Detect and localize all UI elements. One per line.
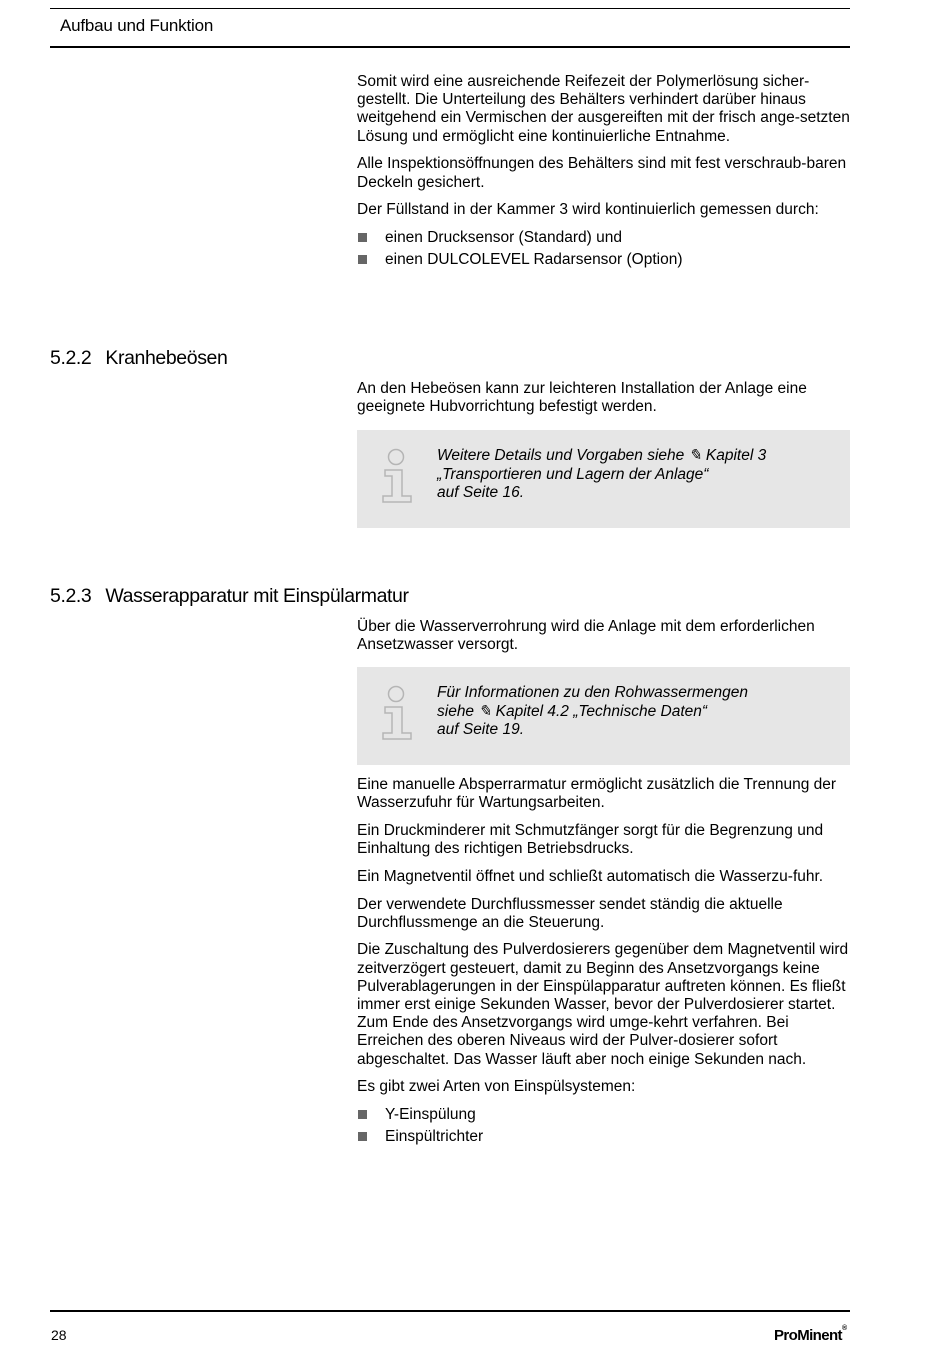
- intro-paragraph: Alle Inspektionsöffnungen des Behälters sind mit fest verschraub-baren Deckeln gesichert.: [357, 155, 847, 191]
- section-title: Kranhebeösen: [105, 347, 228, 369]
- info-note-box: [357, 430, 850, 528]
- section-paragraph: Ein Druckminderer mit Schmutzfänger sorgt für die Begrenzung und Einhaltung des richtigen Betriebsdrucks.: [357, 821, 824, 858]
- bullet-square-icon: [358, 255, 367, 264]
- info-note-box: [357, 667, 850, 765]
- section-heading-5-2-2: [50, 347, 227, 370]
- note-line: Für Informationen zu den Rohwassermengen: [437, 684, 749, 701]
- list-item: einen DULCOLEVEL Radarsensor (Option): [357, 251, 850, 269]
- section-paragraph: Eine manuelle Absperrarmatur ermöglicht zusätzlich die Trennung der Wasserzufuhr für Wartungsarbeiten.: [357, 776, 837, 812]
- note-text: [437, 684, 837, 740]
- section-heading-5-2-3: [50, 585, 409, 608]
- intro-paragraph: Somit wird eine ausreichende Reifezeit der Polymerlösung sicher-gestellt. Die Unterteilung des Behälters verhindert darüber hinaus weitgehend ein Vermischen der ausgereiften mit der frisch ange-setzten Lösung und ermöglicht eine kontinuierliche Entnahme.: [357, 73, 850, 145]
- chapter-link[interactable]: Weitere Details und Vorgaben siehe ✎ Kapitel 3: [437, 447, 767, 464]
- list-item: Einspültrichter: [357, 1128, 850, 1146]
- einspuel-bullet-list: [357, 1106, 850, 1146]
- brand-logo: ProMinent®: [774, 1325, 847, 1344]
- header-bottom-rule: [50, 46, 850, 48]
- section-paragraph: An den Hebeösen kann zur leichteren Installation der Anlage eine geeignete Hubvorrichtung befestigt werden.: [357, 380, 807, 416]
- list-item: Y-Einspülung: [357, 1106, 850, 1124]
- chapter-link[interactable]: siehe ✎ Kapitel 4.2 „Technische Daten“: [437, 702, 708, 720]
- section-paragraph: Über die Wasserverrohrung wird die Anlage mit dem erforderlichen Ansetzwasser versorgt.: [357, 618, 815, 654]
- page-reference: auf Seite 16.: [437, 484, 525, 501]
- section-5-2-2-body: [357, 380, 850, 426]
- bullet-square-icon: [358, 1132, 367, 1141]
- section-paragraph: Die Zuschaltung des Pulverdosierers gegenüber dem Magnetventil wird zeitverzögert gesteuert, damit zu Beginn des Ansetzvorgangs keine Pulverablagerungen in der Einspülapparatur auftreten können. Es fließt immer erst einige Sekunden Wasser, bevor der Pulverdosierer startet. Zum Ende des Ansetzvorgangs wird umge-kehrt verfahren. Bei Erreichen des oberen Niveaus wird der Pulver-dosierer sofort abgeschaltet. Das Wasser läuft aber noch einige Sekunden nach.: [357, 941, 849, 1068]
- header-top-rule: [50, 8, 850, 9]
- page-reference: auf Seite 19.: [437, 721, 525, 738]
- section-5-2-3-body: [357, 776, 850, 1150]
- footer-rule: [50, 1310, 850, 1312]
- section-paragraph: Der verwendete Durchflussmesser sendet ständig die aktuelle Durchflussmenge an die Steuerung.: [357, 895, 783, 931]
- section-number: 5.2.3: [50, 585, 92, 607]
- section-number: 5.2.2: [50, 347, 92, 369]
- intro-bullet-list: [357, 229, 850, 269]
- page-number: 28: [51, 1327, 67, 1343]
- section-paragraph: Es gibt zwei Arten von Einspülsystemen:: [357, 1078, 636, 1096]
- section-paragraph: Ein Magnetventil öffnet und schließt automatisch die Wasserzu-fuhr.: [357, 867, 824, 885]
- bullet-square-icon: [358, 233, 367, 242]
- info-icon: [381, 448, 415, 504]
- note-text: [437, 447, 837, 503]
- list-item: einen Drucksensor (Standard) und: [357, 229, 850, 247]
- chapter-link[interactable]: „Transportieren und Lagern der Anlage“: [437, 465, 709, 483]
- intro-block: [357, 73, 850, 273]
- bullet-square-icon: [358, 1110, 367, 1119]
- intro-paragraph: Der Füllstand in der Kammer 3 wird kontinuierlich gemessen durch:: [357, 201, 819, 219]
- section-5-2-3-intro: [357, 618, 850, 664]
- section-title: Wasserapparatur mit Einspülarmatur: [105, 585, 409, 607]
- header-title: Aufbau und Funktion: [60, 16, 214, 35]
- info-icon: [381, 685, 415, 741]
